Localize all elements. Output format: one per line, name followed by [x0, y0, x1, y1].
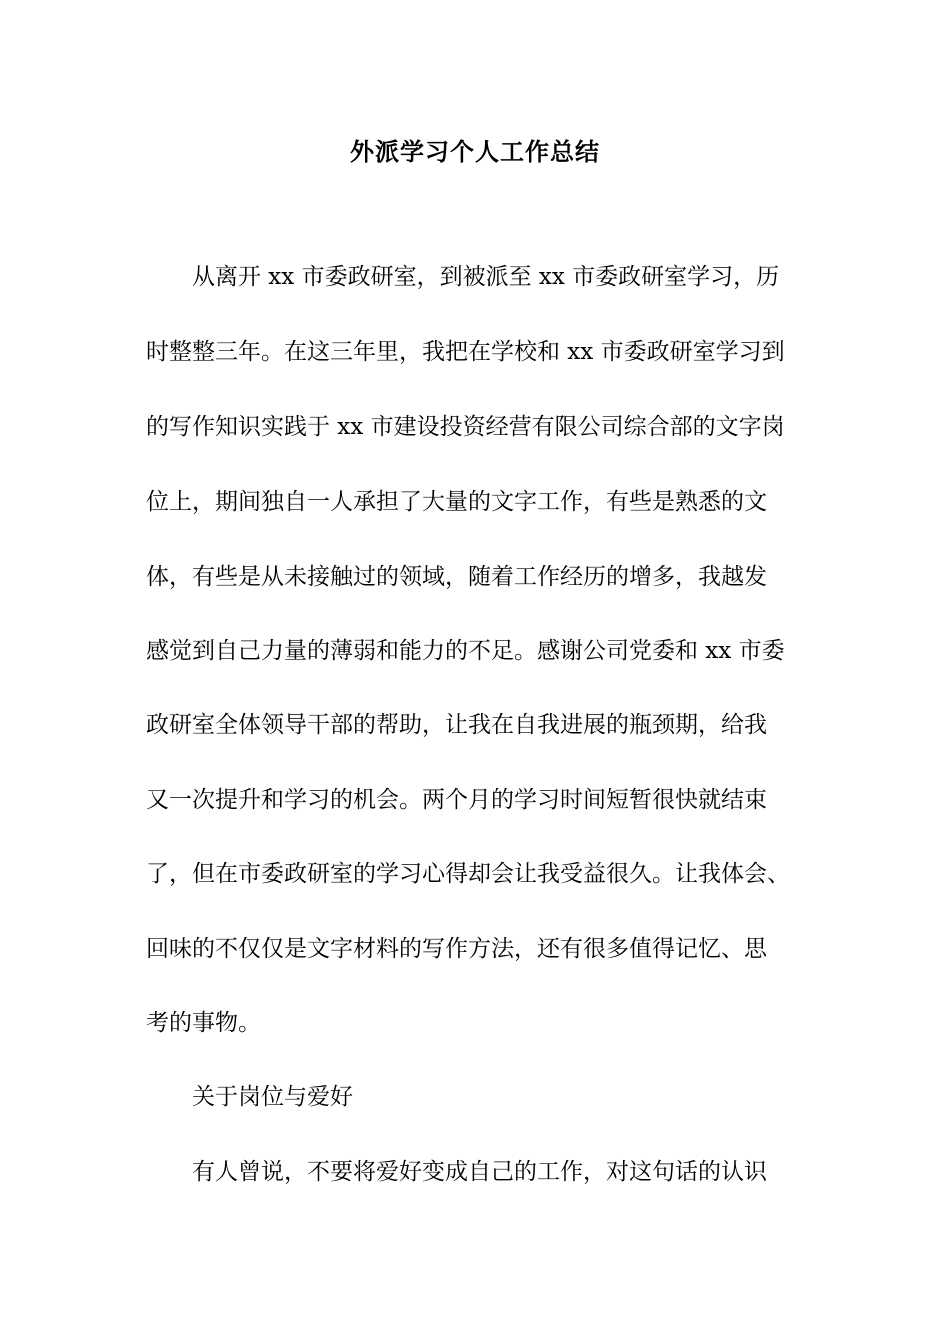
paragraph-1-line-5: 体，有些是从未接触过的领域，随着工作经历的增多，我越发: [146, 564, 767, 590]
paragraph-1-line-4: 位上，期间独自一人承担了大量的文字工作，有些是熟悉的文: [146, 489, 767, 515]
paragraph-1-line-6: 感觉到自己力量的薄弱和能力的不足。感谢公司党委和 xx 市委: [146, 638, 785, 664]
paragraph-1-line-7: 政研室全体领导干部的帮助，让我在自我进展的瓶颈期，给我: [146, 712, 767, 738]
paragraph-1-line-9: 了，但在市委政研室的学习心得却会让我受益很久。让我体会、: [146, 861, 790, 887]
paragraph-2-line-1: 有人曾说，不要将爱好变成自己的工作，对这句话的认识: [192, 1159, 767, 1185]
document-title: 外派学习个人工作总结: [350, 138, 600, 166]
paragraph-1-line-8: 又一次提升和学习的机会。两个月的学习时间短暂很快就结束: [146, 787, 767, 813]
paragraph-1-line-10: 回味的不仅仅是文字材料的写作方法，还有很多值得记忆、思: [146, 936, 767, 962]
paragraph-1-line-2: 时整整三年。在这三年里，我把在学校和 xx 市委政研室学习到: [146, 339, 785, 365]
paragraph-1-line-1: 从离开 xx 市委政研室，到被派至 xx 市委政研室学习，历: [192, 264, 780, 290]
paragraph-1-line-3: 的写作知识实践于 xx 市建设投资经营有限公司综合部的文字岗: [146, 414, 785, 440]
paragraph-1-line-11: 考的事物。: [146, 1010, 261, 1036]
section-heading: 关于岗位与爱好: [192, 1084, 353, 1110]
